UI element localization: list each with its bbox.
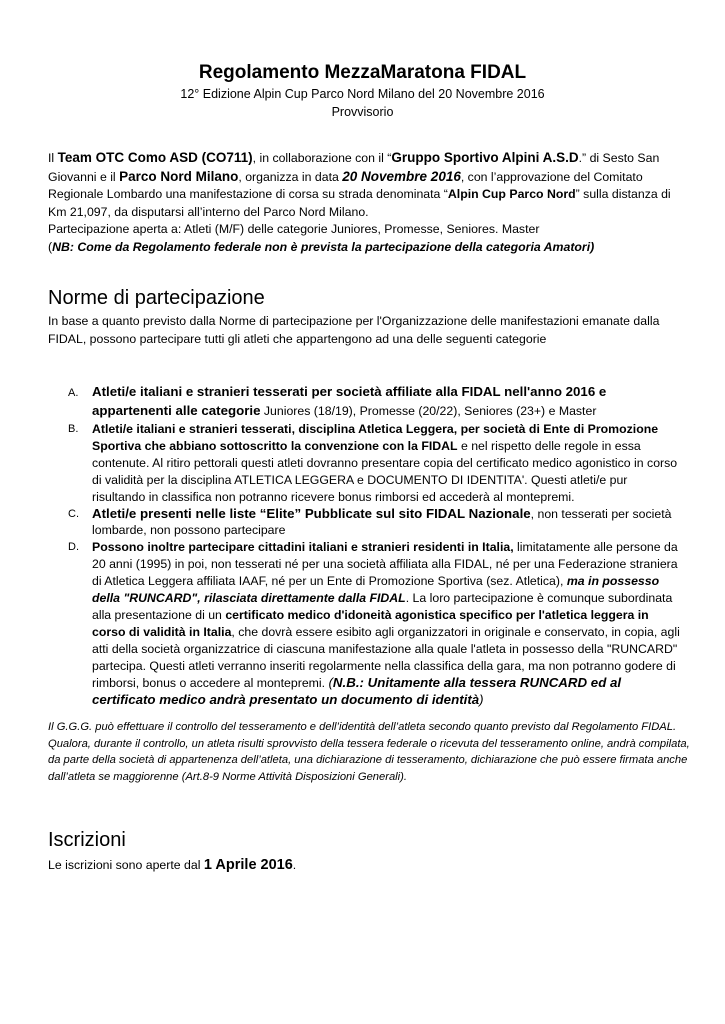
paren: ) bbox=[479, 691, 484, 707]
list-marker: C. bbox=[68, 507, 79, 520]
iscrizioni-heading: Iscrizioni bbox=[48, 829, 126, 851]
intro-text: ” sulla distanza di Km 21,097, da disputarsi all’interno del Parco Nord Milano. bbox=[48, 187, 671, 219]
event-date: 20 Novembre 2016 bbox=[342, 168, 461, 184]
item-text: , non tesserati per società lombarde, non possono partecipare bbox=[92, 506, 672, 538]
partner-name: Gruppo Sportivo Alpini A.S.D bbox=[391, 150, 579, 165]
intro-text: , con l’approvazione del Comitato Regionale Lombardo una manifestazione di corsa su strada denominata “ bbox=[48, 169, 643, 201]
norme-heading: Norme di partecipazione bbox=[48, 287, 265, 309]
item-bold-text: Atleti/e presenti nelle liste “Elite” Pubblicate sul sito FIDAL Nazionale bbox=[92, 505, 531, 521]
list-marker: B. bbox=[68, 423, 79, 435]
item-text: e nel rispetto delle regole in essa contenute. Al ritiro pettorali questi atleti dovranno presentare copia del certificato medico agonistico in corso di validità per la disciplina ATLETICA LEGGERA e DOCUMENTO DI IDENTITA'. Questi atleti/e pur risultando in classifica non potranno ricevere bonus rimborsi ed accederà al montepremi. bbox=[92, 438, 678, 504]
intro-paragraph bbox=[48, 149, 684, 221]
event-name: Alpin Cup Parco Nord bbox=[447, 187, 576, 201]
item-text: limitatamente alle persone da 20 anni (1995) in poi, non tesserati né per una società affiliata alla FIDAL, né per una Federazione straniera di Atletica Leggera affiliata IAAF, né per un Ente di Promozione Sportiva (sez. Atletica), bbox=[92, 540, 678, 589]
norme-paragraph: In base a quanto previsto dalla Norme di partecipazione per l'Organizzazione delle manifestazioni emanate dalla FIDAL, possono partecipare tutti gli atleti che appartengono ad una delle seguenti categorie bbox=[48, 314, 660, 346]
item-text: , che dovrà essere esibito agli organizzatori in originale e conservato, in copia, agli atti della società organizzatrice di ciascuna manifestazione alla quale l'atleta in possesso della "RUNCARD" partecipa. Questi atleti verranno inseriti regolarmente nella classifica della gara, ma non potranno godere di rimborsi, bonus o accedere al montepremi. bbox=[92, 624, 680, 690]
intro-text: , in collaborazione con il “ bbox=[252, 151, 392, 165]
document-title: Regolamento MezzaMaratona FIDAL bbox=[198, 62, 527, 83]
list-marker: D. bbox=[68, 541, 79, 554]
list-item bbox=[68, 506, 680, 540]
list-marker: A. bbox=[68, 387, 79, 399]
iscrizioni-text: Le iscrizioni sono aperte dal bbox=[48, 858, 204, 872]
category-list bbox=[68, 382, 680, 708]
intro-text: , organizza in data bbox=[238, 169, 343, 184]
amatori-note-text: NB: Come da Regolamento federale non è prevista la partecipazione della categoria Amatori) bbox=[52, 239, 595, 254]
period: . bbox=[292, 858, 297, 872]
item-text: . La loro partecipazione è comunque subordinata alla presentazione di un bbox=[92, 591, 673, 622]
item-bold-text: Atleti/e italiani e stranieri tesserati, disciplina Atletica Leggera, per società di Ente di Promozione Sportiva che abbiano sottoscritto la convenzione con la FIDAL bbox=[92, 422, 659, 453]
list-item bbox=[68, 539, 680, 708]
item-bold-text: Atleti/e italiani e stranieri tesserati per società affiliate alla FIDAL nell'anno 2016 e appartenenti alle categorie bbox=[92, 384, 607, 418]
item-bold-text: Possono inoltre partecipare cittadini italiani e stranieri residenti in Italia, bbox=[92, 540, 514, 555]
paren: ( bbox=[328, 674, 333, 690]
ggg-note: Il G.G.G. può effettuare il controllo del tesseramento e dell’identità dell’atleta secondo quanto previsto dal Regolamento FIDAL. Qualora, durante il controllo, un atleta risulti sprovvisto della tessera federale o ricevuta del tesseramento online, andrà compilata, da parte della società di appartenenza dell’atleta, una dichiarazione di tesseramento, dichiarazione che può essere firmata anche dall’atleta se maggiorenne (Art.8-9 Norme Attività Disposizioni Generali). bbox=[48, 721, 690, 783]
amatori-note bbox=[48, 239, 684, 257]
iscrizioni-date: 1 Aprile 2016 bbox=[203, 857, 293, 873]
iscrizioni-paragraph bbox=[48, 857, 688, 875]
runcard-note: N.B.: Unitamente alla tessera RUNCARD ed al certificato medico andrà presentato un documento di identità bbox=[92, 674, 622, 707]
intro-section bbox=[48, 149, 684, 256]
document-subtitle: 12° Edizione Alpin Cup Parco Nord Milano del 20 Novembre 2016 bbox=[180, 87, 545, 101]
paren: ( bbox=[48, 239, 53, 254]
intro-text: Il bbox=[48, 151, 58, 165]
list-item bbox=[68, 382, 680, 421]
participation-line: Partecipazione aperta a: Atleti (M/F) delle categorie Juniores, Promesse, Seniores. Master bbox=[48, 222, 540, 236]
runcard-text: ma in possesso della "RUNCARD", rilasciata direttamente dalla FIDAL bbox=[92, 574, 660, 606]
park-name: Parco Nord Milano bbox=[119, 168, 239, 184]
list-item bbox=[68, 421, 680, 506]
certificate-text: certificato medico d'idoneità agonistica specifico per l'atletica leggera in corso di validità in Italia bbox=[92, 607, 649, 639]
item-text: Juniores (18/19), Promesse (20/22), Seniores (23+) e Master bbox=[260, 404, 597, 418]
document-status: Provvisorio bbox=[331, 105, 394, 119]
organizer-name: Team OTC Como ASD (CO711) bbox=[57, 150, 253, 165]
intro-text: .” di Sesto San Giovanni e il bbox=[48, 151, 660, 184]
